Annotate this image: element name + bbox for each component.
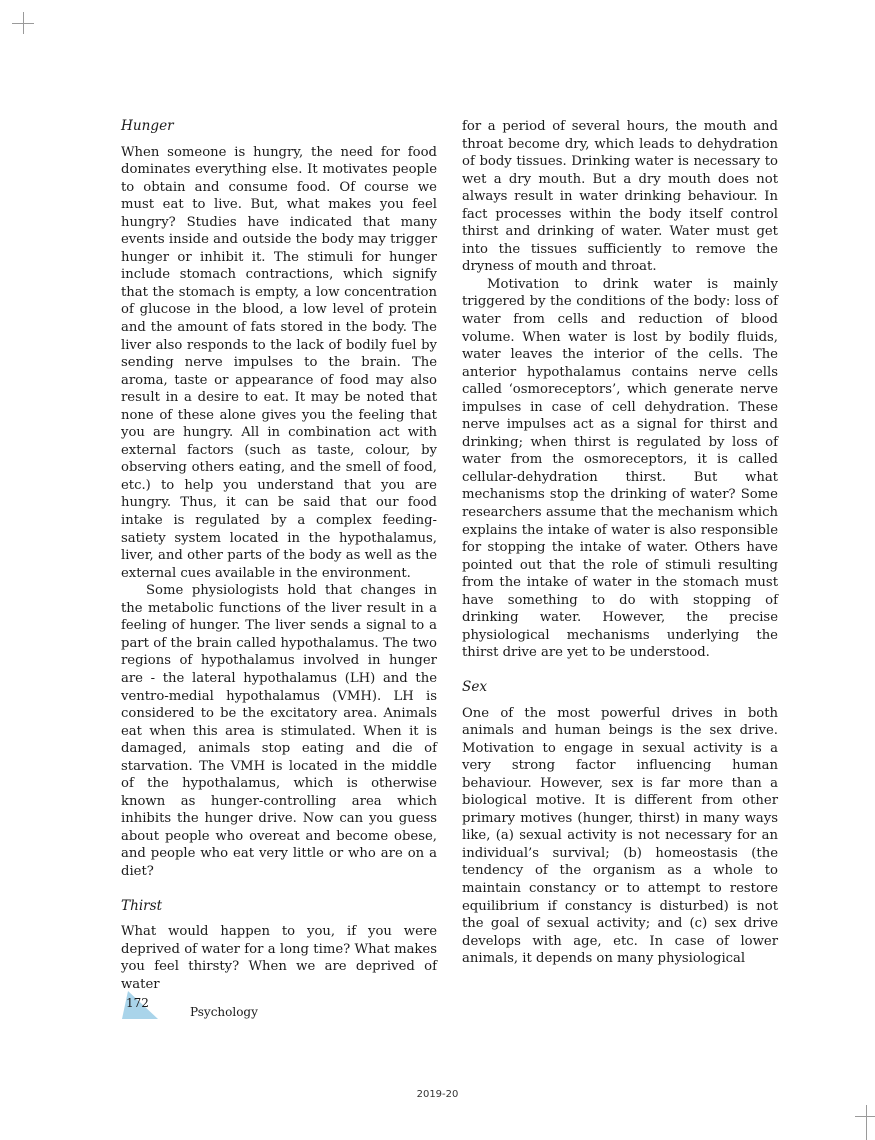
thirst-paragraph-2: Motivation to drink water is mainly triggered by the conditions of the body: loss of water from cells and reduction of blood volume. When water is lost by bodily fluids, water leaves the interior of the cells. The anterior hypothalamus contains nerve cells called ‘osmoreceptors’, which generate nerve impulses in case of cell dehydration. These nerve impulses act as a signal for thirst and drinking; when thirst is regulated by loss of water from the osmoreceptors, it is called cellular-dehydration thirst. But what mechanisms stop the drinking of water? Some researchers assume that the mechanism which explains the intake of water is also responsible for stopping the intake of water. Others have pointed out that the role of stimuli resulting from the intake of water in the stomach must have something to do with stopping of drinking water. However, the precise physiological mechanisms underlying the thirst drive are yet to be understood. — [462, 276, 778, 661]
right-column — [462, 118, 778, 968]
thirst-paragraph-1: What would happen to you, if you were deprived of water for a long time? What makes you feel thirsty? When we are deprived of water — [121, 924, 437, 992]
sex-heading: Sex — [462, 678, 488, 695]
thirst-heading: Thirst — [121, 897, 163, 914]
page-number: 172 — [126, 996, 149, 1010]
left-column — [121, 118, 437, 993]
hunger-heading: Hunger — [121, 118, 174, 134]
thirst-paragraph-1-continued: for a period of several hours, the mouth and throat become dry, which leads to dehydration of body tissues. Drinking water is necessary to wet a dry mouth. But a dry mouth does not always result in water drinking behaviour. In fact processes within the body itself control thirst and drinking of water. Water must get into the tissues sufficiently to remove the dryness of mouth and throat. — [462, 119, 778, 275]
book-title: Psychology — [190, 1005, 258, 1019]
hunger-paragraph-2: Some physiologists hold that changes in the metabolic functions of the liver result in a feeling of hunger. The liver sends a signal to a part of the brain called hypothalamus. The two regions of hypothalamus involved in hunger are - the lateral hypothalamus (LH) and the ventro-medial hypothalamus (VMH). LH is considered to be the excitatory area. Animals eat when this area is stimulated. When it is damaged, animals stop eating and die of starvation. The VMH is located in the middle of the hypothalamus, which is otherwise known as hunger-controlling area which inhibits the hunger drive. Now can you guess about people who overeat and become obese, and people who eat very little or who are on a diet? — [121, 583, 437, 879]
hunger-paragraph-1: When someone is hungry, the need for food dominates everything else. It motivates people to obtain and consume food. Of course we must eat to live. But, what makes you feel hungry? Studies have indicated that many events inside and outside the body may trigger hunger or inhibit it. The stimuli for hunger include stomach contractions, which signify that the stomach is empty, a low concentration of glucose in the blood, a low level of protein and the amount of fats stored in the body. The liver also responds to the lack of bodily fuel by sending nerve impulses to the brain. The aroma, taste or appearance of food may also result in a desire to eat. It may be noted that none of these alone gives you the feeling that you are hungry. All in combination act with external factors (such as taste, colour, by observing others eating, and the smell of food, etc.) to help you understand that you are hungry. Thus, it can be said that our food intake is regulated by a complex feeding-satiety system located in the hypothalamus, liver, and other parts of the body as well as the external cues available in the environment. — [121, 144, 437, 581]
edition-year: 2019-20 — [416, 1089, 459, 1100]
sex-paragraph-1: One of the most powerful drives in both animals and human beings is the sex drive. Motivation to engage in sexual activity is a very strong factor influencing human behaviour. However, sex is far more than a biological motive. It is different from other primary motives (hunger, thirst) in many ways like, (a) sexual activity is not necessary for an individual’s survival; (b) homeostasis (the tendency of the organism as a whole to maintain constancy or to attempt to restore equilibrium if constancy is disturbed) is not the goal of sexual activity; and (c) sex drive develops with age, etc. In case of lower animals, it depends on many physiological — [462, 705, 778, 967]
